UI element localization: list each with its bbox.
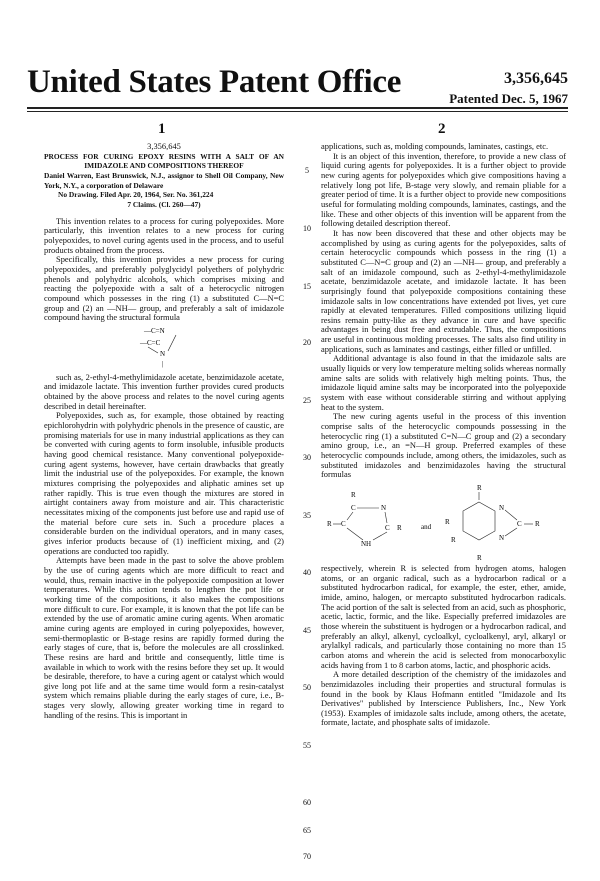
formula-c: C	[385, 523, 390, 532]
right-paragraph-2: It is an object of this invention, therefore, to provide a new class of liquid curing agents for polyepoxides. It is a further object to provide new curing agents for polyepoxides which give compositions having a relatively long pot life, B-stage very slowly, and remain pliable for a greater period of time. It is a further object to provide new compositions useful for formulating molding compounds, laminates, castings, and the like. These and other objects of this invention will be apparent from the following detailed description thereof.	[321, 150, 566, 229]
line-number: 5	[305, 166, 309, 175]
formula-r: R	[445, 517, 450, 526]
formula-n: N	[381, 503, 387, 512]
line-number: 50	[303, 683, 311, 692]
formula-c: C	[341, 519, 346, 528]
formula-r: R	[477, 553, 482, 562]
formula-left-n: N	[160, 349, 166, 358]
header-rule-top	[27, 107, 568, 109]
right-paragraph-6: respectively, wherein R is selected from hydrogen atoms, halogen atoms, or an organic radical, such as a hydrocarbon radical or a substituted hydrocarbon radical, for example, the ester, ether, amide, imide, amino, halogen, or mercapto substituted hydrocarbon radicals. The acid portion of the salt is selected from an acid, such as phosphoric, acetic, lactic, formic, and the like. Especially preferred imidazoles are those wherein the substituent is hydrogen or a hydrocarbon radical, and preferably an alkyl, alkenyl, cycloalkyl, cycloalkenyl, aryl, alkaryl or arylalkyl radicals, and particularly those containing no more than 15 carbon atoms and wherein the acid is selected from monocarboxylic acids having from 1 to 8 carbon atoms, lactic, and phosphoric acids.	[321, 562, 566, 670]
right-paragraph-7: A more detailed description of the chemistry of the imidazoles and benzimidazoles including their properties and structural formulas is found in the book by Klaus Hofmann entitled "Imidazole and Its Derivatives" published by Interscience Publishers, Inc., New York (1953). Examples of imidazole salts include, among others, the acetate, formate, lactate, and phosphate salts of imidazole.	[321, 669, 566, 728]
right-column	[321, 142, 566, 728]
line-number: 45	[303, 626, 311, 635]
title-block-number: 3,356,645	[147, 141, 181, 151]
line-number: 60	[303, 798, 311, 807]
line-number: 35	[303, 511, 311, 520]
left-paragraph-5: Attempts have been made in the past to solve the above problem by the use of curing agents which are more difficult to react and would, thus, remain inactive in the polyepoxide composition at lower temperatures. While this action tends to lengthen the pot life or working time of the compositions, it also makes the compositions more difficult to cure. For example, it is known that the pot life can be extended by the use of aromatic amine curing agents. When aromatic amine curing agents are employed in curing polyepoxides, however, semi-thermoplastic or B-stage resins are rapidly formed during the early stages of cure, that is, before the molecules are all crosslinked. These resins are hard and brittle and consequently, little time is available in which to work with the resins before they set up. It would be desirable, therefore, to have a curing agent or catalyst which would give long pot life and at the same time would form a resin-catalyst system which remains pliable during the early stages of cure, i.e., B-stages very slowly, allowing greater working time in regard to handling of the resins. This is important in	[44, 555, 284, 720]
formula-r: R	[351, 490, 356, 499]
column-number-left: 1	[158, 121, 166, 137]
formula-and: and	[421, 522, 432, 531]
left-paragraph-2: Specifically, this invention provides a new process for curing polyepoxides, and preferably polyglycidyl polyethers of polyhydric phenols and polyhydric alcohols, which comprises mixing and reacting the polyepoxide with a salt of a heterocyclic nitrogen compound which possesses in the ring (1) a substituted C—N=C group and (2) an —NH— group, and preferably a salt of imidazole compound having the structural formula	[44, 254, 284, 323]
imidazole-formulas-right	[321, 480, 566, 564]
formula-c: C	[351, 503, 356, 512]
line-number: 15	[303, 282, 311, 291]
left-paragraph-3: such as, 2-ethyl-4-methylimidazole acetate, benzimidazole acetate, and imidazole lactate. This invention further provides cured products obtained by the above process and relates to the novel curing agents described in detail hereinafter.	[44, 371, 284, 411]
line-number: 70	[303, 852, 311, 861]
formula-r: R	[451, 535, 456, 544]
line-number: 25	[303, 396, 311, 405]
claims-line: 7 Claims. (Cl. 260—47)	[127, 199, 201, 209]
formula-left-bottom: |	[162, 359, 164, 368]
line-number: 20	[303, 338, 311, 347]
formula-left-mid: —C=C	[140, 338, 161, 347]
line-number: 55	[303, 741, 311, 750]
patent-number: 3,356,645	[504, 70, 568, 87]
patent-title: PROCESS FOR CURING EPOXY RESINS WITH A SALT OF AN IMIDAZOLE AND COMPOSITIONS THEREOF	[44, 151, 284, 171]
office-title: United States Patent Office	[27, 64, 402, 100]
formula-left-top: —C=N	[144, 326, 165, 335]
formula-n: N	[499, 503, 505, 512]
imidazole-formula-left	[44, 323, 284, 373]
left-paragraph-1: This invention relates to a process for curing polyepoxides. More particularly, this invention relates to a new process for curing polyepoxides, to novel curing agents used in the process, and to useful products obtained from the process.	[44, 215, 284, 255]
formula-r: R	[477, 483, 482, 492]
left-paragraph-4: Polyepoxides, such as, for example, those obtained by reacting epichlorohydrin with polyhydric phenols in the presence of caustic, are promising materials for use in many industrial applications as they can be converted with curing agents to form insoluble, infusible products having good chemical resistance. Many conventional polyepoxide-curing agent systems, however, have certain drawbacks that greatly limit the industrial use of the polyepoxides. For example, the known mixtures comprising the polyepoxides and aliphatic amines set up rather rapidly. This is true even though the mixtures are stored in airtight containers away from moisture and air. This characteristic necessitates mixing of the components just before use and rapid use of the material before cure sets in. Such a procedure places a considerable burden on the individual operators, and in many cases, gives inferior products because of (1) inefficient mixing, and (2) operations are conducted too rapidly.	[44, 410, 284, 556]
line-number: 40	[303, 568, 311, 577]
right-paragraph-4: Additional advantage is also found in that the imidazole salts are usually liquids or very low temperature melting solids whereas normally amine salts are solids with relatively high melting points. Thus, the imidazole liquid amine salts may be incorporated into the polyepoxide system with ease without considerable stirring and without applying heat to the system.	[321, 353, 566, 412]
formula-r: R	[535, 519, 540, 528]
inventor-line: Daniel Warren, East Brunswick, N.J., assignor to Shell Oil Company, New York, N.Y., a corporation of Delaware	[44, 170, 284, 190]
line-number: 10	[303, 224, 311, 233]
formula-nh: NH	[361, 539, 372, 548]
left-column	[44, 142, 284, 720]
formula-n: N	[499, 533, 505, 542]
column-number-right: 2	[438, 121, 446, 137]
formula-r: R	[397, 523, 402, 532]
formula-r: R	[327, 519, 332, 528]
right-paragraph-5: The new curing agents useful in the process of this invention comprise salts of the heterocyclic compounds possessing in the heterocyclic ring (1) a substituted C=N—C group and (2) a secondary amino group, i.e., an =N—H group. Preferred examples of these heterocyclic compounds include, among others, the imidazoles, such as substituted imidazoles and benzimidazoles having the structural formulas	[321, 411, 566, 480]
line-number: 30	[303, 453, 311, 462]
line-number: 65	[303, 826, 311, 835]
formula-c: C	[517, 519, 522, 528]
right-paragraph-3: It has now been discovered that these and other objects may be accomplished by using as curing agents for the polyepoxides, salts of certain heterocyclic compounds which possess in the ring (1) a substituted C—N=C group and (2) an —NH— group, and preferably a salt of an imidazole compound, such as 2-ethyl-4-methylimidazole acetate, benzimidazole acetate, and imidazole lactate. It has been surprisingly found that polyepoxide compositions containing these imidazole salts in low concentrations have extended pot lives, yet cure rapidly at elevated temperatures. Filled compositions utilizing liquid resins remain putty-like as they advance in cure and have specific advantages in being dust free and extrudable. Thus, the compositions are useful in continuous molding processes. The salts also find utility in applications, such as laminates and castings, either filled or unfilled.	[321, 227, 566, 354]
filing-line: No Drawing. Filed Apr. 20, 1964, Ser. No. 361,224	[58, 190, 214, 200]
header-rule-bottom	[27, 111, 568, 112]
patented-date: Patented Dec. 5, 1967	[449, 91, 568, 106]
right-paragraph-1: applications, such as, molding compounds, laminates, castings, etc.	[321, 141, 549, 151]
